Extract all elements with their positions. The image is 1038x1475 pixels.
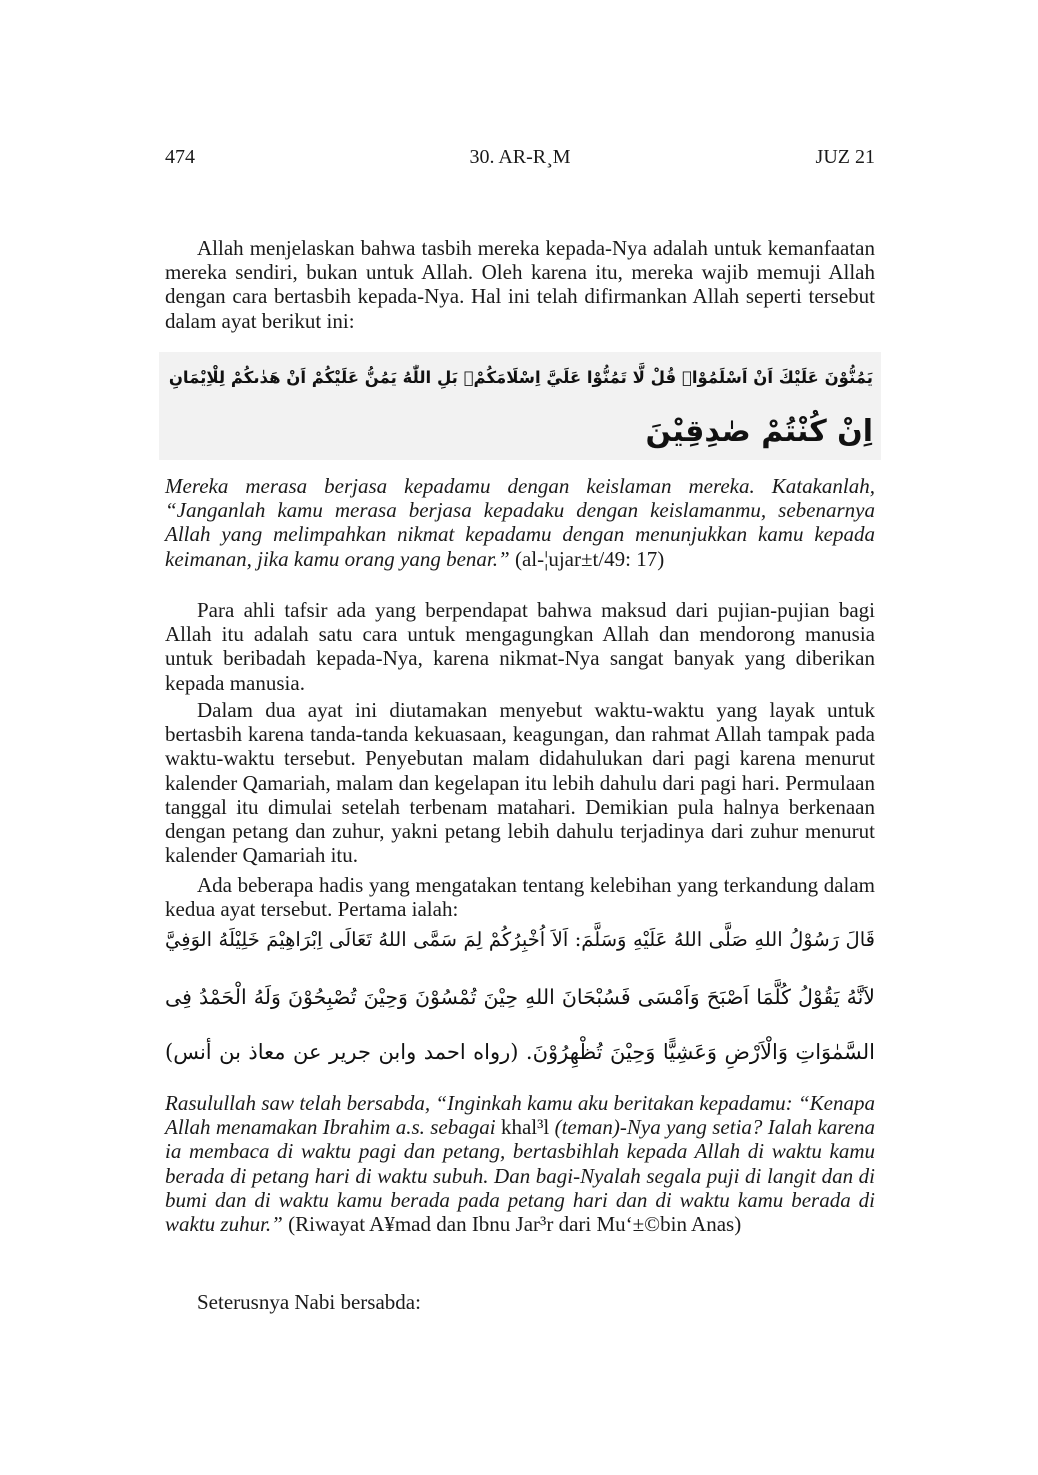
hadis-reference: (Riwayat A¥mad dan Ibnu Jar³r dari Mu‘±©bin Anas) xyxy=(282,1212,742,1237)
chapter-title: 30. AR-R¸M xyxy=(469,146,571,168)
paragraph-hadis-intro xyxy=(165,873,875,921)
paragraph-tafsir xyxy=(165,598,875,695)
quran-verse-line-1: يَمُنُّوْنَ عَلَيْكَ اَنْ اَسْلَمُوْاۗ قُلْ لَّا تَمُنُّوْا عَلَيَّ اِسْلَامَكُمْۚ بَلِ اللّٰهُ يَمُنُّ عَلَيْكُمْ اَنْ هَدٰىكُمْ لِلْاِيْمَانِ xyxy=(168,368,873,387)
page-header xyxy=(165,146,875,172)
hadis-translation-text-a: Rasulullah saw telah bersabda, “Inginkah kamu aku beritakan kepadamu: “Kenapa Allah menamakan Ibrahim a.s. sebagai xyxy=(165,1091,875,1140)
hadis-translation xyxy=(165,1091,875,1236)
hadis-translation-text-b: (teman)-Nya yang setia? Ialah karena ia membaca di waktu pagi dan petang, bertasbihlah kepada Allah di waktu kamu berada di petang hari di waktu subuh. Dan bagi-Nyalah segala puji di langit dan di bumi dan di waktu kamu berada pada petang hari dan di waktu kamu berada di waktu zuhur.” xyxy=(165,1115,875,1237)
paragraph-time-text: Dalam dua ayat ini diutamakan menyebut waktu-waktu yang layak untuk bertasbih karena tanda-tanda kekuasaan, keagungan, dan rahmat Allah tampak pada waktu-waktu tersebut. Penyebutan malam didahulukan dari pagi karena menurut kalender Qamariah, malam dan kegelapan itu lebih dahulu dari pagi hari. Permulaan tanggal itu dimulai setelah terbenam matahari. Demikian pula halnya berkenaan dengan petang dan zuhur, yakni petang lebih dahulu terjadinya dari zuhur menurut kalender Qamariah itu. xyxy=(165,698,875,868)
quran-verse-box xyxy=(159,352,881,460)
paragraph-intro xyxy=(165,236,875,333)
juz-label: JUZ 21 xyxy=(815,146,875,168)
verse-translation xyxy=(165,474,875,571)
hadis-line-3: السَّمٰوَاتِ وَالْاَرْضِ وَعَشِيًّا وَحِيْنَ تُظْهِرُوْنَ. (رواه احمد وابن جرير عن معاذ بن أنس) xyxy=(165,1040,875,1064)
hadis-line-1: قَالَ رَسُوْلُ اللهِ صَلَّى اللهُ عَلَيْهِ وَسَلَّمَ: اَلاَ اُخْبِرُكُمْ لِمَ سَمَّى اللهُ تَعَالَى اِبْرَاهِيْمَ خَلِيْلَهُ الوَفِيَّ xyxy=(165,928,875,951)
paragraph-closing xyxy=(165,1290,875,1314)
paragraph-closing-text: Seterusnya Nabi bersabda: xyxy=(197,1290,421,1314)
paragraph-intro-text: Allah menjelaskan bahwa tasbih mereka kepada-Nya adalah untuk kemanfaatan mereka sendiri, bukan untuk Allah. Oleh karena itu, mereka wajib memuji Allah dengan cara bertasbih kepada-Nya. Hal ini telah difirmankan Allah seperti tersebut dalam ayat berikut ini: xyxy=(165,236,875,333)
quran-verse-line-2: اِنْ كُنْتُمْ صٰدِقِيْنَ xyxy=(645,414,873,449)
paragraph-time xyxy=(165,698,875,867)
hadis-line-2: لاَنَّهُ يَقُوْلُ كُلَّمَا اَصْبَحَ وَاَمْسَى فَسُبْحَانَ اللهِ حِيْنَ تُمْسُوْنَ وَحِيْنَ تُصْبِحُوْنَ وَلَهُ الْحَمْدُ فِى xyxy=(165,985,875,1009)
page-number: 474 xyxy=(165,146,195,168)
verse-translation-text: Mereka merasa berjasa kepadamu dengan keislaman mereka. Katakanlah, “Janganlah kamu merasa berjasa kepadaku dengan keislamanmu, sebenarnya Allah yang melimpahkan nikmat kepadamu dengan menunjukkan kamu kepada keimanan, jika kamu orang yang benar.” xyxy=(165,474,875,571)
verse-reference: (al-¦ujar±t/49: 17) xyxy=(509,546,665,571)
paragraph-tafsir-text: Para ahli tafsir ada yang berpendapat bahwa maksud dari pujian-pujian bagi Allah itu adalah satu cara untuk mengagungkan Allah dan mendorong manusia untuk beribadah kepada-Nya, karena nikmat-Nya sangat banyak yang diberikan kepada manusia. xyxy=(165,598,875,695)
paragraph-hadis-intro-text: Ada beberapa hadis yang mengatakan tentang kelebihan yang terkandung dalam kedua ayat tersebut. Pertama ialah: xyxy=(165,873,875,922)
hadis-translation-term: khal³l xyxy=(500,1115,550,1140)
